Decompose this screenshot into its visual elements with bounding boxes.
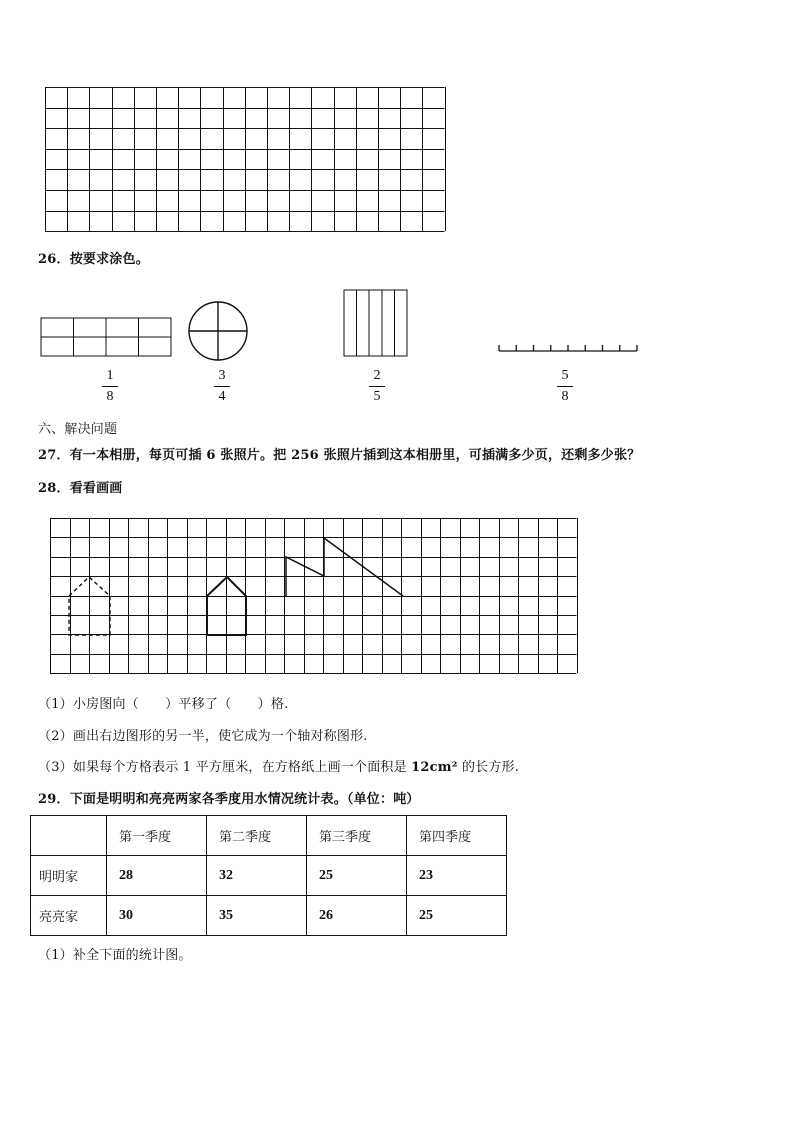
row-label: 亮亮家 xyxy=(31,896,107,936)
table-cell: 28 xyxy=(107,856,207,896)
table-cell: 23 xyxy=(407,856,507,896)
section6-title: 六、解决问题 xyxy=(38,422,118,437)
q26-title: 26．按要求涂色。 xyxy=(38,252,149,267)
table-cell: 第三季度 xyxy=(307,816,407,856)
table-cell: 第二季度 xyxy=(207,816,307,856)
half-figure xyxy=(286,538,403,596)
water-usage-table xyxy=(30,815,507,936)
fraction-2-5: 2 5 xyxy=(367,368,387,405)
table-cell: 30 xyxy=(107,896,207,936)
q28-sub2: （2）画出右边图形的另一半，使它成为一个轴对称图形. xyxy=(38,729,368,744)
q29-title: 29．下面是明明和亮亮两家各季度用水情况统计表。（单位：吨） xyxy=(38,792,420,807)
table-cell: 26 xyxy=(307,896,407,936)
table-cell: 25 xyxy=(407,896,507,936)
table-row xyxy=(31,856,507,896)
fraction-5-8: 5 8 xyxy=(555,368,575,405)
table-cell: 32 xyxy=(207,856,307,896)
fraction-1-8: 1 8 xyxy=(100,368,120,405)
table-cell xyxy=(31,816,107,856)
table-cell: 第四季度 xyxy=(407,816,507,856)
table-row xyxy=(31,896,507,936)
q28-sub3: （3）如果每个方格表示 1 平方厘米，在方格纸上画一个面积是 12cm² 的长方形. xyxy=(38,760,520,775)
q27-text: 27．有一本相册，每页可插 6 张照片。把 256 张照片插到这本相册里，可插满多少页，还剩多少张？ xyxy=(38,448,641,463)
row-label: 明明家 xyxy=(31,856,107,896)
q29-sub1: （1）补全下面的统计图。 xyxy=(38,948,192,963)
table-cell: 35 xyxy=(207,896,307,936)
table-header-row xyxy=(31,816,507,856)
q28-sub1: （1）小房图向（ ）平移了（ ）格. xyxy=(38,697,289,712)
q28-title: 28．看看画画 xyxy=(38,481,123,496)
fraction-3-4: 3 4 xyxy=(212,368,232,405)
table-cell: 第一季度 xyxy=(107,816,207,856)
table-cell: 25 xyxy=(307,856,407,896)
